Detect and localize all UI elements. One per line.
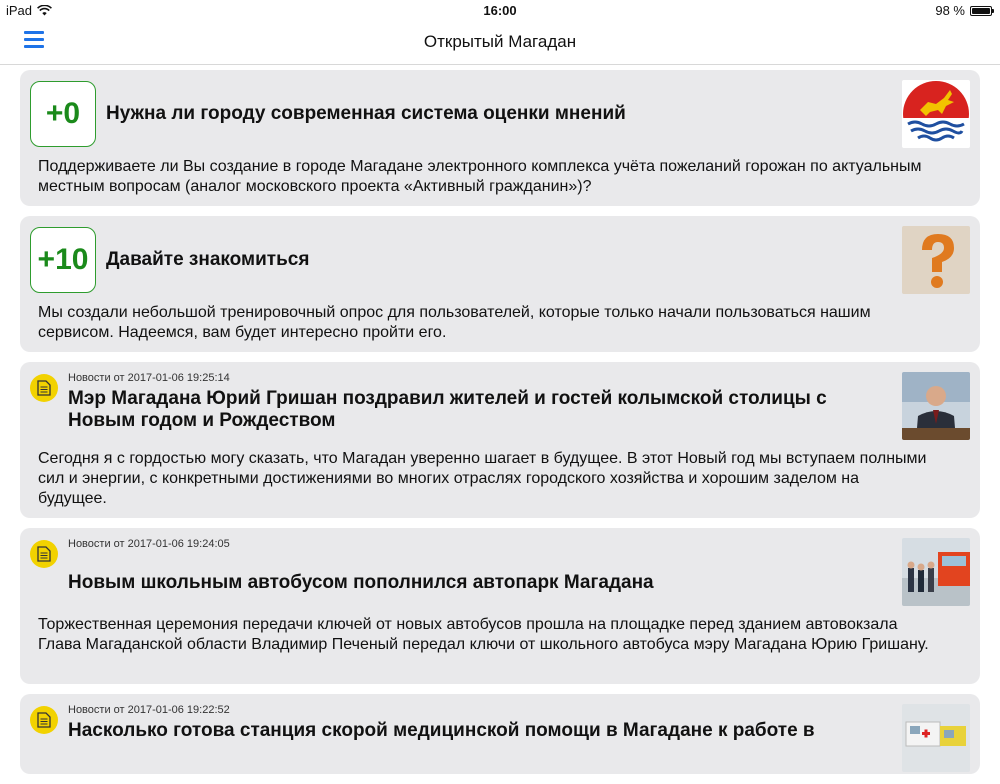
question-mark-image (902, 226, 970, 294)
news-card[interactable] (20, 694, 980, 774)
document-icon (30, 540, 58, 568)
document-icon (30, 706, 58, 734)
battery-percent: 98 % (935, 3, 965, 18)
poll-score: +10 (30, 227, 96, 293)
status-right (935, 3, 992, 18)
poll-description: Поддерживаете ли Вы создание в городе Магадане электронного комплекса учёта пожеланий горожан по актуальным местным вопросам (аналог московского проекта «Активный гражданин»)? (38, 158, 922, 195)
news-date: Новости от 2017-01-06 19:22:52 (68, 704, 230, 716)
news-title: Насколько готова станция скорой медицинской помощи в Магадане к работе в (68, 720, 815, 741)
document-icon (30, 374, 58, 402)
battery-icon (970, 6, 992, 16)
device-name: iPad (6, 3, 33, 18)
news-title: Новым школьным автобусом пополнился автопарк Магадана (68, 572, 654, 593)
magadan-emblem-image (902, 80, 970, 148)
news-card[interactable] (20, 362, 980, 518)
school-bus-photo (902, 538, 970, 606)
status-time: 16:00 (483, 3, 517, 18)
navigation-bar (0, 20, 1000, 65)
poll-card[interactable] (20, 216, 980, 352)
news-date: Новости от 2017-01-06 19:24:05 (68, 538, 230, 550)
poll-title: Давайте знакомиться (106, 249, 310, 270)
news-description: Сегодня я с гордостью могу сказать, что Магадан уверенно шагает в будущее. В этот Новый год мы вступаем полными сил и энергии, с конкретными достижениями во многих отраслях городского хозяйства и хорошим заделом на будущее. (38, 450, 927, 507)
poll-score: +0 (30, 81, 96, 147)
status-bar (0, 0, 1000, 20)
news-card[interactable] (20, 528, 980, 684)
ambulance-photo (902, 704, 970, 772)
poll-title: Нужна ли городу современная система оценки мнений (106, 103, 626, 124)
news-title: Мэр Магадана Юрий Гришан поздравил жителей и гостей колымской столицы с Новым годом и Рождеством (68, 388, 827, 431)
poll-card[interactable] (20, 70, 980, 206)
page-title: Открытый Магадан (423, 32, 577, 51)
news-description: Торжественная церемония передачи ключей от новых автобусов прошла на площадке перед зданием автовокзала Глава Магаданской области Владимир Печеный передал ключи от школьного автобуса мэру Магадана Юрию Гришану. (38, 616, 929, 653)
poll-description: Мы создали небольшой тренировочный опрос для пользователей, которые только начали пользоваться нашим сервисом. Надеемся, вам будет интересно пройти его. (38, 304, 871, 341)
mayor-photo (902, 372, 970, 440)
feed-list (20, 70, 980, 784)
news-date: Новости от 2017-01-06 19:25:14 (68, 372, 230, 384)
